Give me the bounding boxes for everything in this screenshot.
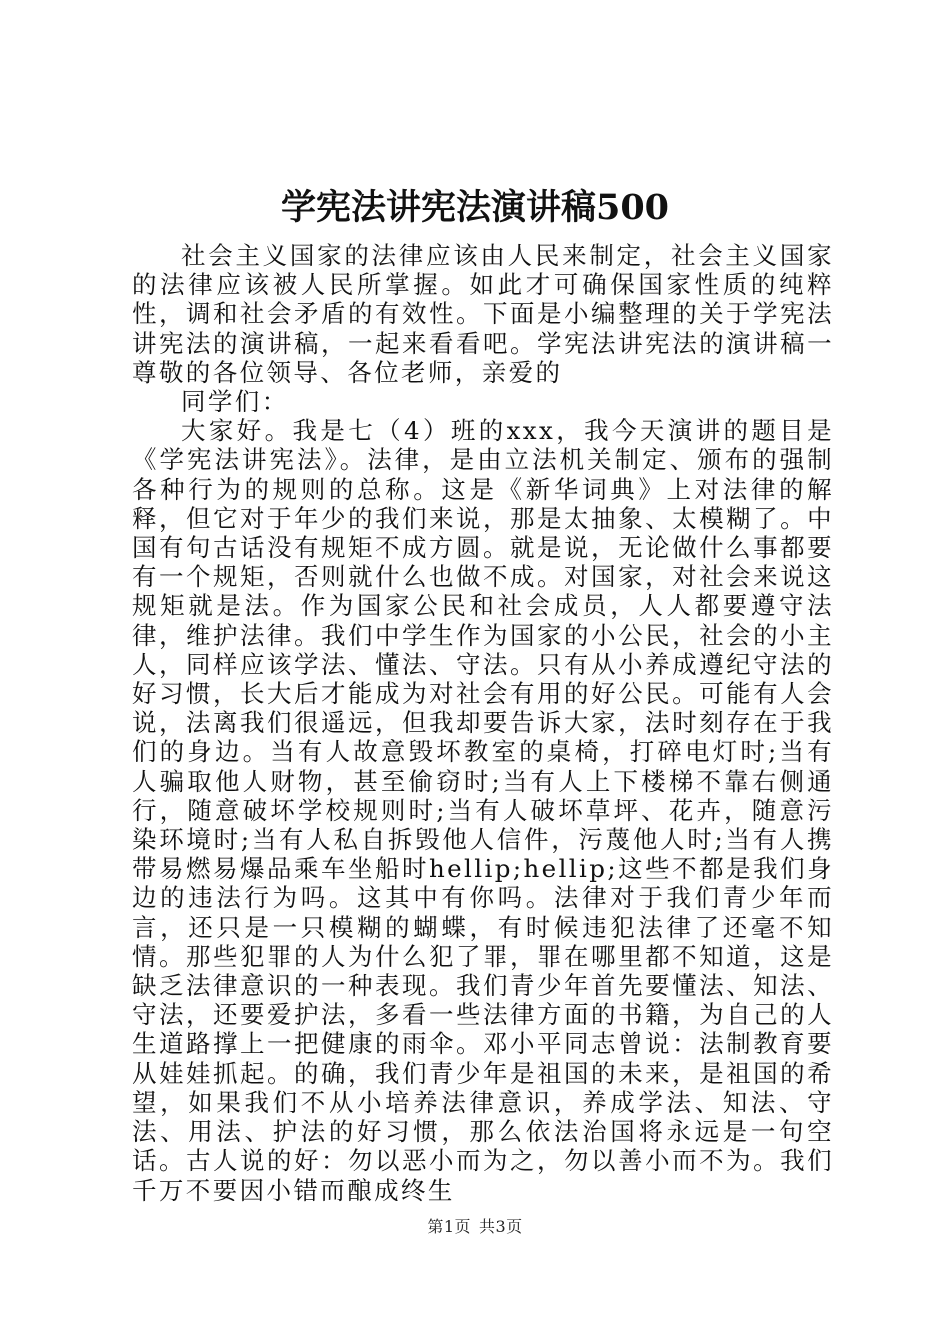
paragraph-speech: 大家好。我是七（4）班的xxx，我今天演讲的题目是《学宪法讲宪法》。法律，是由立法机关制定、颁布的强制各种行为的规则的总称。这是《新华词典》上对法律的解释，但它对于年少的我们来说，那是太抽象、太模糊了。中国有句古话没有规矩不成方圆。就是说，无论做什么事都要有一个规矩，否则就什么也做不成。对国家，对社会来说这规矩就是法。作为国家公民和社会成员，人人都要遵守法律，维护法律。我们中学生作为国家的小公民，社会的小主人，同样应该学法、懂法、守法。只有从小养成遵纪守法的好习惯，长大后才能成为对社会有用的好公民。可能有人会说，法离我们很遥远，但我却要告诉大家，法时刻存在于我们的身边。当有人故意毁坏教室的桌椅，打碎电灯时;当有人骗取他人财物，甚至偷窃时;当有人上下楼梯不靠右侧通行，随意破坏学校规则时;当有人破坏草坪、花卉，随意污染环境时;当有人私自拆毁他人信件，污蔑他人时;当有人携带易燃易爆品乘车坐船时hellip;hellip;这些不都是我们身边的违法行为吗。这其中有你吗。法律对于我们青少年而言，还只是一只模糊的蝴蝶，有时候违犯法律了还毫不知情。那些犯罪的人为什么犯了罪，罪在哪里都不知道，这是缺乏法律意识的一种表现。我们青少年首先要懂法、知法、守法，还要爱护法，多看一些法律方面的书籍，为自己的人生道路撑上一把健康的雨伞。邓小平同志曾说：法制教育要从娃娃抓起。的确，我们青少年是祖国的未来，是祖国的希望，如果我们不从小培养法律意识，养成学法、知法、守法、用法、护法的好习惯，那么依法治国将永远是一句空话。古人说的好：勿以恶小而为之，勿以善小而不为。我们千万不要因小错而酿成终生 <box>132 416 834 1205</box>
paragraph-intro: 社会主义国家的法律应该由人民来制定，社会主义国家的法律应该被人民所掌握。如此才可确保国家性质的纯粹性，调和社会矛盾的有效性。下面是小编整理的关于学宪法讲宪法的演讲稿，一起来看看吧。学宪法讲宪法的演讲稿一尊敬的各位领导、各位老师，亲爱的 <box>132 241 834 387</box>
page-number: 第1页 <box>427 1217 471 1236</box>
paragraph-salutation: 同学们： <box>181 387 289 417</box>
document-title: 学宪法讲宪法演讲稿500 <box>280 187 670 228</box>
document-body <box>132 241 834 1205</box>
page-footer <box>0 1216 950 1238</box>
page-total: 共3页 <box>479 1217 523 1236</box>
